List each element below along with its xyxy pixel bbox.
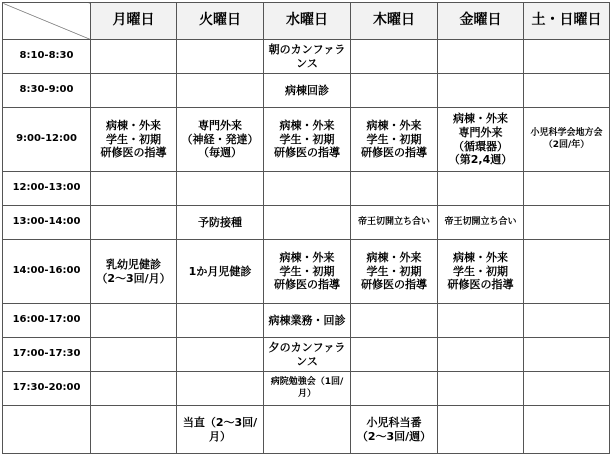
time-cell: 8:10-8:30 — [3, 40, 91, 74]
day-header-mon: 月曜日 — [91, 3, 177, 40]
day-header-wed: 水曜日 — [264, 3, 351, 40]
time-cell — [3, 406, 91, 454]
cell-fri: 病棟・外来 専門外来 （循環器） （第2,4週） — [438, 108, 524, 172]
cell-wed: 病棟・外来 学生・初期 研修医の指導 — [264, 240, 351, 304]
cell-thu — [351, 74, 438, 108]
cell-weekend — [524, 206, 610, 240]
cell-thu: 病棟・外来 学生・初期 研修医の指導 — [351, 108, 438, 172]
cell-weekend — [524, 406, 610, 454]
cell-mon — [91, 304, 177, 338]
cell-thu — [351, 372, 438, 406]
cell-weekend — [524, 74, 610, 108]
table-row — [3, 304, 610, 338]
table-row — [3, 206, 610, 240]
cell-mon — [91, 406, 177, 454]
cell-fri — [438, 406, 524, 454]
cell-fri — [438, 172, 524, 206]
cell-mon — [91, 372, 177, 406]
cell-mon: 病棟・外来 学生・初期 研修医の指導 — [91, 108, 177, 172]
cell-fri — [438, 304, 524, 338]
time-cell: 16:00-17:00 — [3, 304, 91, 338]
table-row — [3, 108, 610, 172]
cell-tue — [177, 40, 264, 74]
time-cell: 8:30-9:00 — [3, 74, 91, 108]
cell-fri — [438, 40, 524, 74]
cell-weekend — [524, 372, 610, 406]
cell-weekend — [524, 304, 610, 338]
time-cell: 17:30-20:00 — [3, 372, 91, 406]
cell-weekend: 小児科学会地方会 （2回/年） — [524, 108, 610, 172]
cell-wed: 病院勉強会（1回/月） — [264, 372, 351, 406]
table-row — [3, 40, 610, 74]
cell-weekend — [524, 172, 610, 206]
cell-mon — [91, 338, 177, 372]
cell-thu: 病棟・外来 学生・初期 研修医の指導 — [351, 240, 438, 304]
day-header-thu: 木曜日 — [351, 3, 438, 40]
cell-tue: 1か月児健診 — [177, 240, 264, 304]
cell-mon: 乳幼児健診 （2～3回/月） — [91, 240, 177, 304]
cell-fri — [438, 372, 524, 406]
time-cell: 12:00-13:00 — [3, 172, 91, 206]
table-row — [3, 372, 610, 406]
cell-mon — [91, 206, 177, 240]
table-row — [3, 406, 610, 454]
cell-tue — [177, 172, 264, 206]
cell-thu — [351, 40, 438, 74]
cell-fri — [438, 74, 524, 108]
cell-mon — [91, 172, 177, 206]
cell-fri: 帝王切開立ち合い — [438, 206, 524, 240]
cell-mon — [91, 74, 177, 108]
cell-tue: 当直（2～3回/月） — [177, 406, 264, 454]
header-row — [3, 3, 610, 40]
corner-cell — [3, 3, 91, 40]
time-cell: 13:00-14:00 — [3, 206, 91, 240]
cell-tue: 専門外来 （神経・発達） （毎週） — [177, 108, 264, 172]
cell-fri — [438, 338, 524, 372]
cell-wed: 夕のカンファランス — [264, 338, 351, 372]
cell-wed — [264, 406, 351, 454]
cell-thu — [351, 304, 438, 338]
time-cell: 17:00-17:30 — [3, 338, 91, 372]
cell-tue: 予防接種 — [177, 206, 264, 240]
day-header-fri: 金曜日 — [438, 3, 524, 40]
table-row — [3, 338, 610, 372]
cell-wed: 朝のカンファランス — [264, 40, 351, 74]
table-row — [3, 240, 610, 304]
cell-tue — [177, 74, 264, 108]
time-cell: 9:00-12:00 — [3, 108, 91, 172]
cell-mon — [91, 40, 177, 74]
cell-weekend — [524, 240, 610, 304]
time-cell: 14:00-16:00 — [3, 240, 91, 304]
cell-thu: 小児科当番 （2～3回/週） — [351, 406, 438, 454]
cell-wed: 病棟業務・回診 — [264, 304, 351, 338]
cell-weekend — [524, 338, 610, 372]
cell-tue — [177, 304, 264, 338]
cell-wed — [264, 172, 351, 206]
cell-weekend — [524, 40, 610, 74]
table-row — [3, 74, 610, 108]
cell-tue — [177, 338, 264, 372]
cell-thu — [351, 338, 438, 372]
cell-wed — [264, 206, 351, 240]
day-header-tue: 火曜日 — [177, 3, 264, 40]
schedule-table — [2, 2, 610, 454]
cell-thu: 帝王切開立ち合い — [351, 206, 438, 240]
cell-wed: 病棟回診 — [264, 74, 351, 108]
cell-thu — [351, 172, 438, 206]
cell-fri: 病棟・外来 学生・初期 研修医の指導 — [438, 240, 524, 304]
day-header-weekend: 土・日曜日 — [524, 3, 610, 40]
cell-wed: 病棟・外来 学生・初期 研修医の指導 — [264, 108, 351, 172]
cell-tue — [177, 372, 264, 406]
table-row — [3, 172, 610, 206]
